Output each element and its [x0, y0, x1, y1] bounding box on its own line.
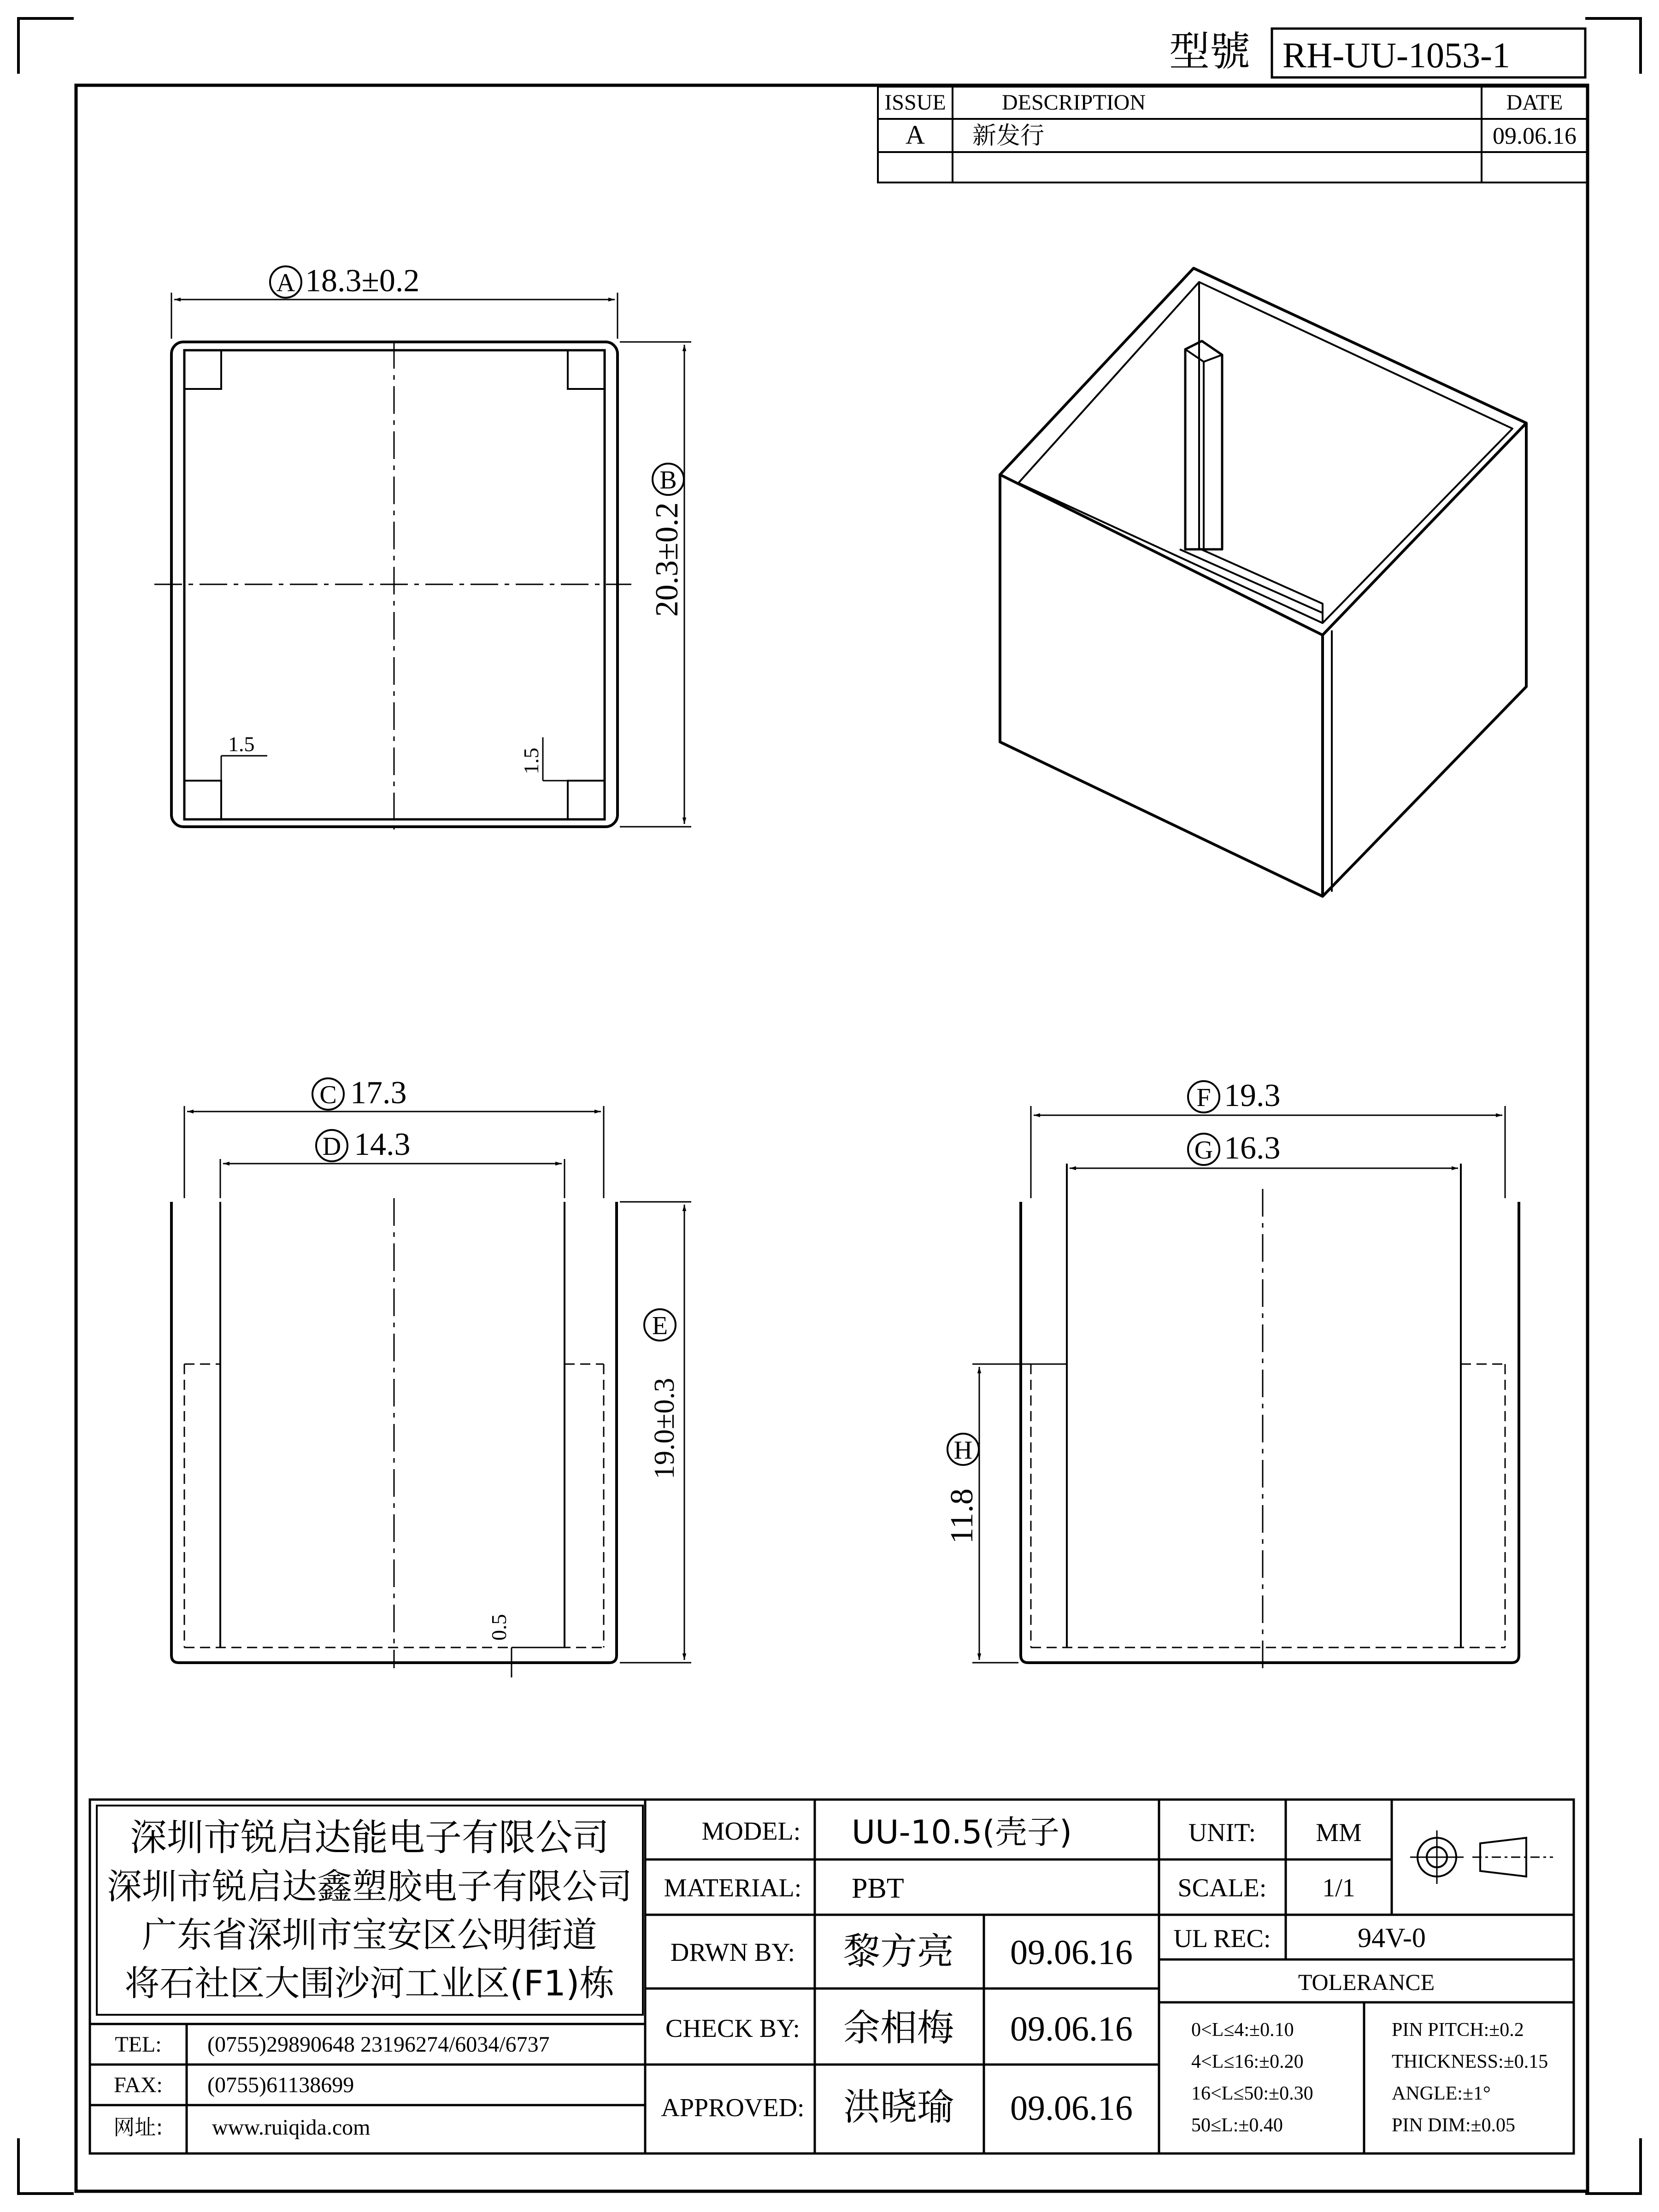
tolerance-right-3: ANGLE:±1°: [1392, 2083, 1491, 2104]
dim-e-value: 19.0±0.3: [649, 1377, 680, 1480]
scale-label: SCALE:: [1177, 1874, 1267, 1902]
dim-f-circle-label: F: [1196, 1083, 1211, 1112]
material-label: MATERIAL:: [664, 1874, 802, 1902]
dim-a-value: 18.3±0.2: [305, 263, 420, 299]
tel-label: TEL:: [115, 2032, 162, 2057]
unit-value: MM: [1316, 1818, 1362, 1847]
dim-c-circle-label: C: [319, 1081, 337, 1109]
revision-col-issue: ISSUE: [884, 90, 946, 115]
dim-b-circle-label: B: [659, 466, 677, 494]
dim-g-circle-label: G: [1194, 1136, 1213, 1165]
tolerance-right-2: THICKNESS:±0.15: [1392, 2051, 1548, 2072]
dim-f-value: 19.3: [1224, 1078, 1281, 1113]
tolerance-right-4: PIN DIM:±0.05: [1392, 2115, 1516, 2136]
fax-label: FAX:: [114, 2073, 163, 2097]
tolerance-title: TOLERANCE: [1298, 1969, 1435, 1995]
web-value: www.ruiqida.com: [212, 2115, 371, 2140]
tolerance-right-1: PIN PITCH:±0.2: [1392, 2019, 1524, 2041]
model-value: UU-10.5(壳子): [852, 1813, 1072, 1851]
model-label: MODEL:: [701, 1817, 801, 1846]
ul-rec-value: 94V-0: [1358, 1923, 1426, 1953]
approved-label: APPROVED:: [661, 2094, 805, 2122]
corner-dim-2: 1.5: [519, 747, 543, 774]
dim-d-value: 14.3: [354, 1127, 411, 1162]
check-by-label: CHECK BY:: [665, 2014, 800, 2043]
dim-b-value: 20.3±0.2: [649, 502, 685, 617]
revision-col-date: DATE: [1506, 90, 1563, 115]
revision-col-description: DESCRIPTION: [1001, 90, 1146, 115]
web-label: 网址:: [113, 2115, 163, 2140]
tolerance-left-2: 4<L≤16:±0.20: [1191, 2051, 1304, 2072]
material-value: PBT: [852, 1873, 904, 1904]
revision-row-date: 09.06.16: [1493, 123, 1577, 149]
dim-h-value: 11.8: [944, 1488, 980, 1544]
check-date: 09.06.16: [1010, 2010, 1133, 2048]
dim-h-circle-label: H: [953, 1436, 973, 1465]
unit-label: UNIT:: [1188, 1818, 1256, 1847]
tolerance-left-1: 0<L≤4:±0.10: [1191, 2019, 1294, 2041]
dim-g-value: 16.3: [1224, 1130, 1281, 1166]
model-number-label: 型號: [1169, 28, 1251, 75]
dim-c-value: 17.3: [350, 1075, 407, 1111]
approved-date: 09.06.16: [1010, 2089, 1133, 2128]
dim-e-circle-label: E: [652, 1312, 668, 1340]
company-name-1: 深圳市锐启达能电子有限公司: [130, 1816, 609, 1859]
dim-d-circle-label: D: [322, 1132, 341, 1161]
scale-value: 1/1: [1322, 1874, 1355, 1902]
ul-rec-label: UL REC:: [1173, 1924, 1271, 1953]
company-address-2: 将石社区大围沙河工业区(F1)栋: [124, 1963, 615, 2004]
model-number-value: RH-UU-1053-1: [1282, 35, 1510, 75]
approved-name: 洪晓瑜: [843, 2086, 954, 2129]
drawn-by-name: 黎方亮: [843, 1930, 954, 1973]
side-view: [947, 1081, 1519, 1668]
company-address-1: 广东省深圳市宝安区公明街道: [142, 1914, 597, 1955]
model-number-header: [1169, 28, 1585, 77]
drawn-by-label: DRWN BY:: [670, 1938, 795, 1967]
tolerance-left-3: 16<L≤50:±0.30: [1191, 2083, 1313, 2104]
company-name-2: 深圳市锐启达鑫塑胶电子有限公司: [107, 1866, 632, 1907]
dim-a-circle-label: A: [276, 269, 295, 297]
revision-row-description: 新发行: [972, 122, 1045, 150]
wall-thickness-dim: 0.5: [487, 1614, 511, 1641]
revision-row-issue: A: [906, 120, 925, 150]
check-by-name: 余相梅: [843, 2006, 954, 2049]
front-view: [171, 1078, 691, 1677]
tel-value: (0755)29890648 23196274/6034/6737: [207, 2032, 550, 2057]
tolerance-left-4: 50≤L:±0.40: [1191, 2115, 1283, 2136]
isometric-view: [1000, 268, 1526, 896]
corner-dim-1: 1.5: [228, 732, 255, 756]
drawn-date: 09.06.16: [1010, 1933, 1133, 1972]
fax-value: (0755)61138699: [207, 2073, 354, 2097]
